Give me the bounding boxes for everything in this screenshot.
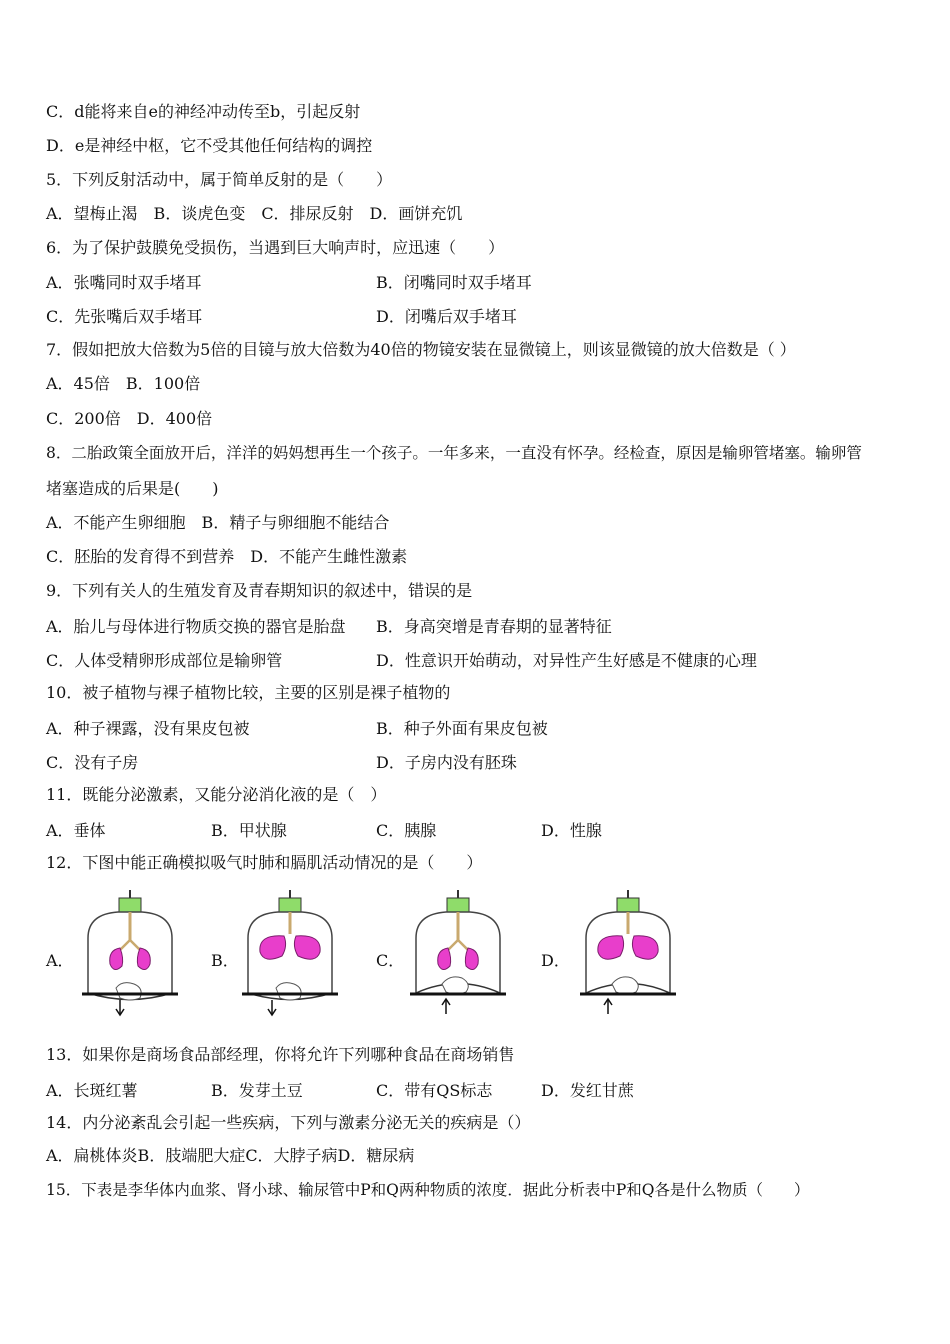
q15-stem: 15．下表是李华体内血浆、肾小球、输尿管中P和Q两种物质的浓度．据此分析表中P和Q各是什么物质（ ）: [46, 1181, 810, 1199]
q10-option-c: C．没有子房: [46, 753, 139, 772]
q6-option-d: D．闭嘴后双手堵耳: [376, 307, 517, 326]
q12-stem: 12．下图中能正确模拟吸气时肺和膈肌活动情况的是（ ）: [46, 853, 483, 872]
q12-figure-b: [240, 888, 350, 1022]
q13-option-b: B．发芽土豆: [211, 1081, 303, 1100]
q11-option-b: B．甲状腺: [211, 821, 287, 840]
q13-option-d: D．发红甘蔗: [541, 1081, 634, 1100]
q14-options: A．扁桃体炎B．肢端肥大症C．大脖子病D．糖尿病: [46, 1146, 415, 1165]
q4-option-c: C．d能将来自e的神经冲动传至b，引起反射: [46, 102, 361, 121]
q12-figure-c: [408, 888, 518, 1022]
q11-option-c: C．胰腺: [376, 821, 437, 840]
q5-stem: 5．下列反射活动中，属于简单反射的是（ ）: [46, 170, 393, 189]
q13-option-c: C．带有QS标志: [376, 1081, 493, 1100]
q9-option-b: B．身高突增是青春期的显著特征: [376, 617, 612, 636]
q12-option-c-label: C．: [376, 951, 405, 970]
q7-options-cd: C．200倍 D．400倍: [46, 409, 213, 428]
q5-options: A．望梅止渴 B．谈虎色变 C．排尿反射 D．画饼充饥: [46, 204, 463, 223]
q7-options-ab: A．45倍 B．100倍: [46, 374, 201, 393]
q9-option-a: A．胎儿与母体进行物质交换的器官是胎盘: [46, 617, 346, 636]
q7-stem: 7．假如把放大倍数为5倍的目镜与放大倍数为40倍的物镜安装在显微镜上，则该显微镜的放大倍数是（ ）: [46, 340, 796, 359]
q13-stem: 13．如果你是商场食品部经理，你将允许下列哪种食品在商场销售: [46, 1045, 515, 1064]
q6-option-c: C．先张嘴后双手堵耳: [46, 307, 203, 326]
q12-option-b-label: B．: [211, 951, 239, 970]
q11-option-d: D．性腺: [541, 821, 602, 840]
q4-option-d: D．e是神经中枢，它不受其他任何结构的调控: [46, 136, 373, 155]
q6-option-a: A．张嘴同时双手堵耳: [46, 273, 202, 292]
q10-stem: 10．被子植物与裸子植物比较，主要的区别是裸子植物的: [46, 683, 451, 702]
q8-options-cd: C．胚胎的发育得不到营养 D．不能产生雌性激素: [46, 547, 408, 566]
q6-stem: 6．为了保护鼓膜免受损伤，当遇到巨大响声时，应迅速（ ）: [46, 238, 505, 257]
q12-option-d-label: D．: [541, 951, 570, 970]
q12-option-a-label: A．: [46, 951, 74, 970]
q9-option-c: C．人体受精卵形成部位是输卵管: [46, 651, 283, 670]
q8-options-ab: A．不能产生卵细胞 B．精子与卵细胞不能结合: [46, 513, 390, 532]
q11-option-a: A．垂体: [46, 821, 106, 840]
q12-figure-d: [578, 888, 688, 1022]
q10-option-b: B．种子外面有果皮包被: [376, 719, 548, 738]
q12-figure-a: [80, 888, 190, 1022]
q14-stem: 14．内分泌紊乱会引起一些疾病，下列与激素分泌无关的疾病是（）: [46, 1113, 531, 1132]
q13-option-a: A．长斑红薯: [46, 1081, 138, 1100]
q10-option-a: A．种子裸露，没有果皮包被: [46, 719, 250, 738]
q9-stem: 9．下列有关人的生殖发育及青春期知识的叙述中，错误的是: [46, 581, 473, 600]
q6-option-b: B．闭嘴同时双手堵耳: [376, 273, 532, 292]
q11-stem: 11．既能分泌激素，又能分泌消化液的是（ ）: [46, 785, 387, 804]
q8-stem-1: 8．二胎政策全面放开后，洋洋的妈妈想再生一个孩子。一年多来，一直没有怀孕。经检查，原因是输卵管堵塞。输卵管: [46, 444, 862, 462]
q9-option-d: D．性意识开始萌动，对异性产生好感是不健康的心理: [376, 651, 757, 670]
q10-option-d: D．子房内没有胚珠: [376, 753, 517, 772]
q8-stem-2: 堵塞造成的后果是( ): [46, 479, 219, 498]
